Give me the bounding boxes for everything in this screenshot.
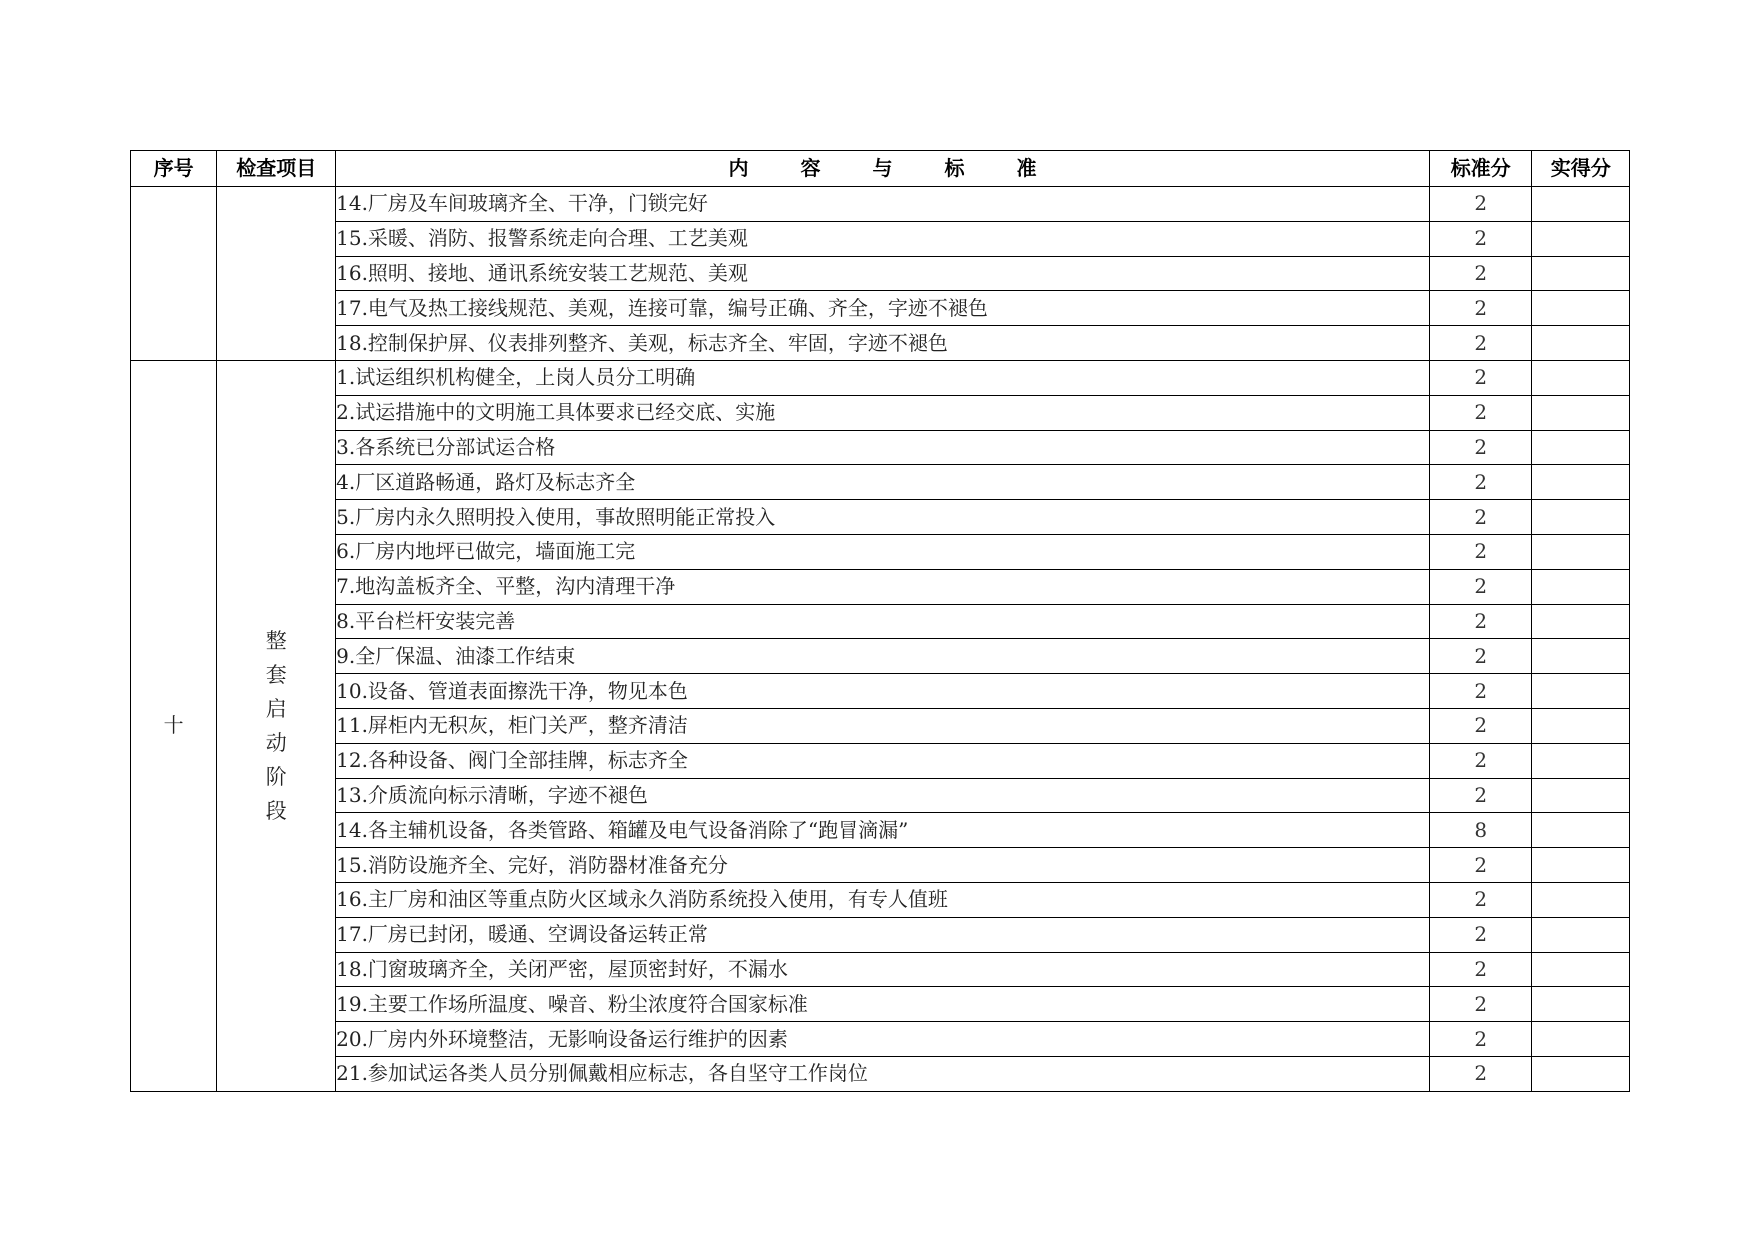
row-content: 10.设备、管道表面擦洗干净，物见本色 [336,674,1430,709]
inspection-table [130,150,1630,1092]
item-char: 启 [265,696,287,721]
row-standard-score: 2 [1429,1022,1532,1057]
row-standard-score: 2 [1429,534,1532,569]
row-content: 16.照明、接地、通讯系统安装工艺规范、美观 [336,256,1430,291]
row-content: 17.厂房已封闭，暖通、空调设备运转正常 [336,917,1430,952]
row-content: 18.控制保护屏、仪表排列整齐、美观，标志齐全、牢固，字迹不褪色 [336,326,1430,361]
row-actual-score[interactable] [1532,569,1630,604]
table-row [131,778,1630,813]
header-content-char: 内 [728,156,749,180]
row-standard-score: 2 [1429,291,1532,326]
row-standard-score: 2 [1429,569,1532,604]
row-standard-score: 2 [1429,604,1532,639]
row-content: 14.各主辅机设备，各类管路、箱罐及电气设备消除了“跑冒滴漏” [336,813,1430,848]
group-ten-seq-cell: 十 [131,360,217,1091]
table-row [131,952,1630,987]
row-standard-score: 2 [1429,326,1532,361]
table-row [131,1056,1630,1091]
row-actual-score[interactable] [1532,813,1630,848]
table-row [131,326,1630,361]
row-content: 17.电气及热工接线规范、美观，连接可靠，编号正确、齐全，字迹不褪色 [336,291,1430,326]
row-actual-score[interactable] [1532,360,1630,395]
table-row [131,917,1630,952]
item-char: 动 [265,730,287,755]
row-standard-score: 2 [1429,987,1532,1022]
row-standard-score: 2 [1429,639,1532,674]
group-prev-seq-cell [131,187,217,361]
header-actual-score: 实得分 [1532,151,1630,187]
header-row [131,151,1630,187]
row-content: 9.全厂保温、油漆工作结束 [336,639,1430,674]
row-content: 6.厂房内地坪已做完，墙面施工完 [336,534,1430,569]
row-content: 7.地沟盖板齐全、平整，沟内清理干净 [336,569,1430,604]
row-actual-score[interactable] [1532,221,1630,256]
row-actual-score[interactable] [1532,1056,1630,1091]
table-row [131,534,1630,569]
row-actual-score[interactable] [1532,256,1630,291]
row-content: 2.试运措施中的文明施工具体要求已经交底、实施 [336,395,1430,430]
group-ten-item-cell [217,360,336,1091]
row-actual-score[interactable] [1532,639,1630,674]
row-actual-score[interactable] [1532,187,1630,222]
table-row [131,187,1630,222]
item-char: 阶 [265,764,287,789]
row-actual-score[interactable] [1532,674,1630,709]
item-char: 段 [265,798,287,823]
table-row [131,813,1630,848]
row-content: 11.屏柜内无积灰，柜门关严，整齐清洁 [336,708,1430,743]
table-row [131,569,1630,604]
row-standard-score: 2 [1429,674,1532,709]
row-standard-score: 2 [1429,500,1532,535]
table-row [131,604,1630,639]
row-standard-score: 2 [1429,778,1532,813]
row-actual-score[interactable] [1532,430,1630,465]
table-row [131,256,1630,291]
row-actual-score[interactable] [1532,604,1630,639]
row-standard-score: 2 [1429,465,1532,500]
table-row [131,465,1630,500]
group-prev-item-cell [217,187,336,361]
row-standard-score: 2 [1429,708,1532,743]
row-content: 5.厂房内永久照明投入使用，事故照明能正常投入 [336,500,1430,535]
row-content: 1.试运组织机构健全，上岗人员分工明确 [336,360,1430,395]
table-row [131,395,1630,430]
row-standard-score: 2 [1429,430,1532,465]
header-item: 检查项目 [217,151,336,187]
row-standard-score: 2 [1429,917,1532,952]
header-content [336,151,1430,187]
row-content: 15.消防设施齐全、完好，消防器材准备充分 [336,848,1430,883]
row-content: 4.厂区道路畅通，路灯及标志齐全 [336,465,1430,500]
row-standard-score: 2 [1429,743,1532,778]
row-actual-score[interactable] [1532,465,1630,500]
header-content-char: 标 [944,156,965,180]
row-standard-score: 2 [1429,395,1532,430]
header-content-char: 容 [800,156,821,180]
row-actual-score[interactable] [1532,778,1630,813]
row-content: 8.平台栏杆安装完善 [336,604,1430,639]
row-content: 20.厂房内外环境整洁，无影响设备运行维护的因素 [336,1022,1430,1057]
row-actual-score[interactable] [1532,395,1630,430]
table-row [131,1022,1630,1057]
row-content: 3.各系统已分部试运合格 [336,430,1430,465]
row-content: 14.厂房及车间玻璃齐全、干净，门锁完好 [336,187,1430,222]
row-actual-score[interactable] [1532,534,1630,569]
row-standard-score: 2 [1429,221,1532,256]
header-standard-score: 标准分 [1429,151,1532,187]
row-actual-score[interactable] [1532,500,1630,535]
row-actual-score[interactable] [1532,291,1630,326]
row-standard-score: 2 [1429,848,1532,883]
row-actual-score[interactable] [1532,1022,1630,1057]
table-row [131,360,1630,395]
row-actual-score[interactable] [1532,952,1630,987]
row-standard-score: 2 [1429,882,1532,917]
table-row [131,639,1630,674]
table-header [131,151,1630,187]
table-row [131,848,1630,883]
table-row [131,708,1630,743]
row-content: 18.门窗玻璃齐全，关闭严密，屋顶密封好，不漏水 [336,952,1430,987]
row-standard-score: 2 [1429,1056,1532,1091]
table-row [131,291,1630,326]
row-standard-score: 2 [1429,187,1532,222]
row-standard-score: 8 [1429,813,1532,848]
row-standard-score: 2 [1429,360,1532,395]
header-seq: 序号 [131,151,217,187]
row-content: 21.参加试运各类人员分别佩戴相应标志，各自坚守工作岗位 [336,1056,1430,1091]
table-body [131,187,1630,1092]
row-actual-score[interactable] [1532,743,1630,778]
table-row [131,987,1630,1022]
row-content: 12.各种设备、阀门全部挂牌，标志齐全 [336,743,1430,778]
row-actual-score[interactable] [1532,708,1630,743]
row-content: 19.主要工作场所温度、噪音、粉尘浓度符合国家标准 [336,987,1430,1022]
row-content: 15.采暖、消防、报警系统走向合理、工艺美观 [336,221,1430,256]
table-row [131,221,1630,256]
row-actual-score[interactable] [1532,882,1630,917]
row-content: 13.介质流向标示清晰，字迹不褪色 [336,778,1430,813]
inspection-sheet [130,150,1630,1092]
table-row [131,674,1630,709]
table-row [131,430,1630,465]
table-row [131,500,1630,535]
table-row [131,743,1630,778]
header-content-char: 准 [1016,156,1037,180]
row-actual-score[interactable] [1532,987,1630,1022]
item-char: 整 [265,628,287,653]
row-actual-score[interactable] [1532,917,1630,952]
row-actual-score[interactable] [1532,848,1630,883]
table-row [131,882,1630,917]
vertical-item-label [266,624,287,828]
row-standard-score: 2 [1429,952,1532,987]
row-actual-score[interactable] [1532,326,1630,361]
header-content-char: 与 [872,156,893,180]
row-standard-score: 2 [1429,256,1532,291]
item-char: 套 [265,662,287,687]
row-content: 16.主厂房和油区等重点防火区域永久消防系统投入使用，有专人值班 [336,882,1430,917]
